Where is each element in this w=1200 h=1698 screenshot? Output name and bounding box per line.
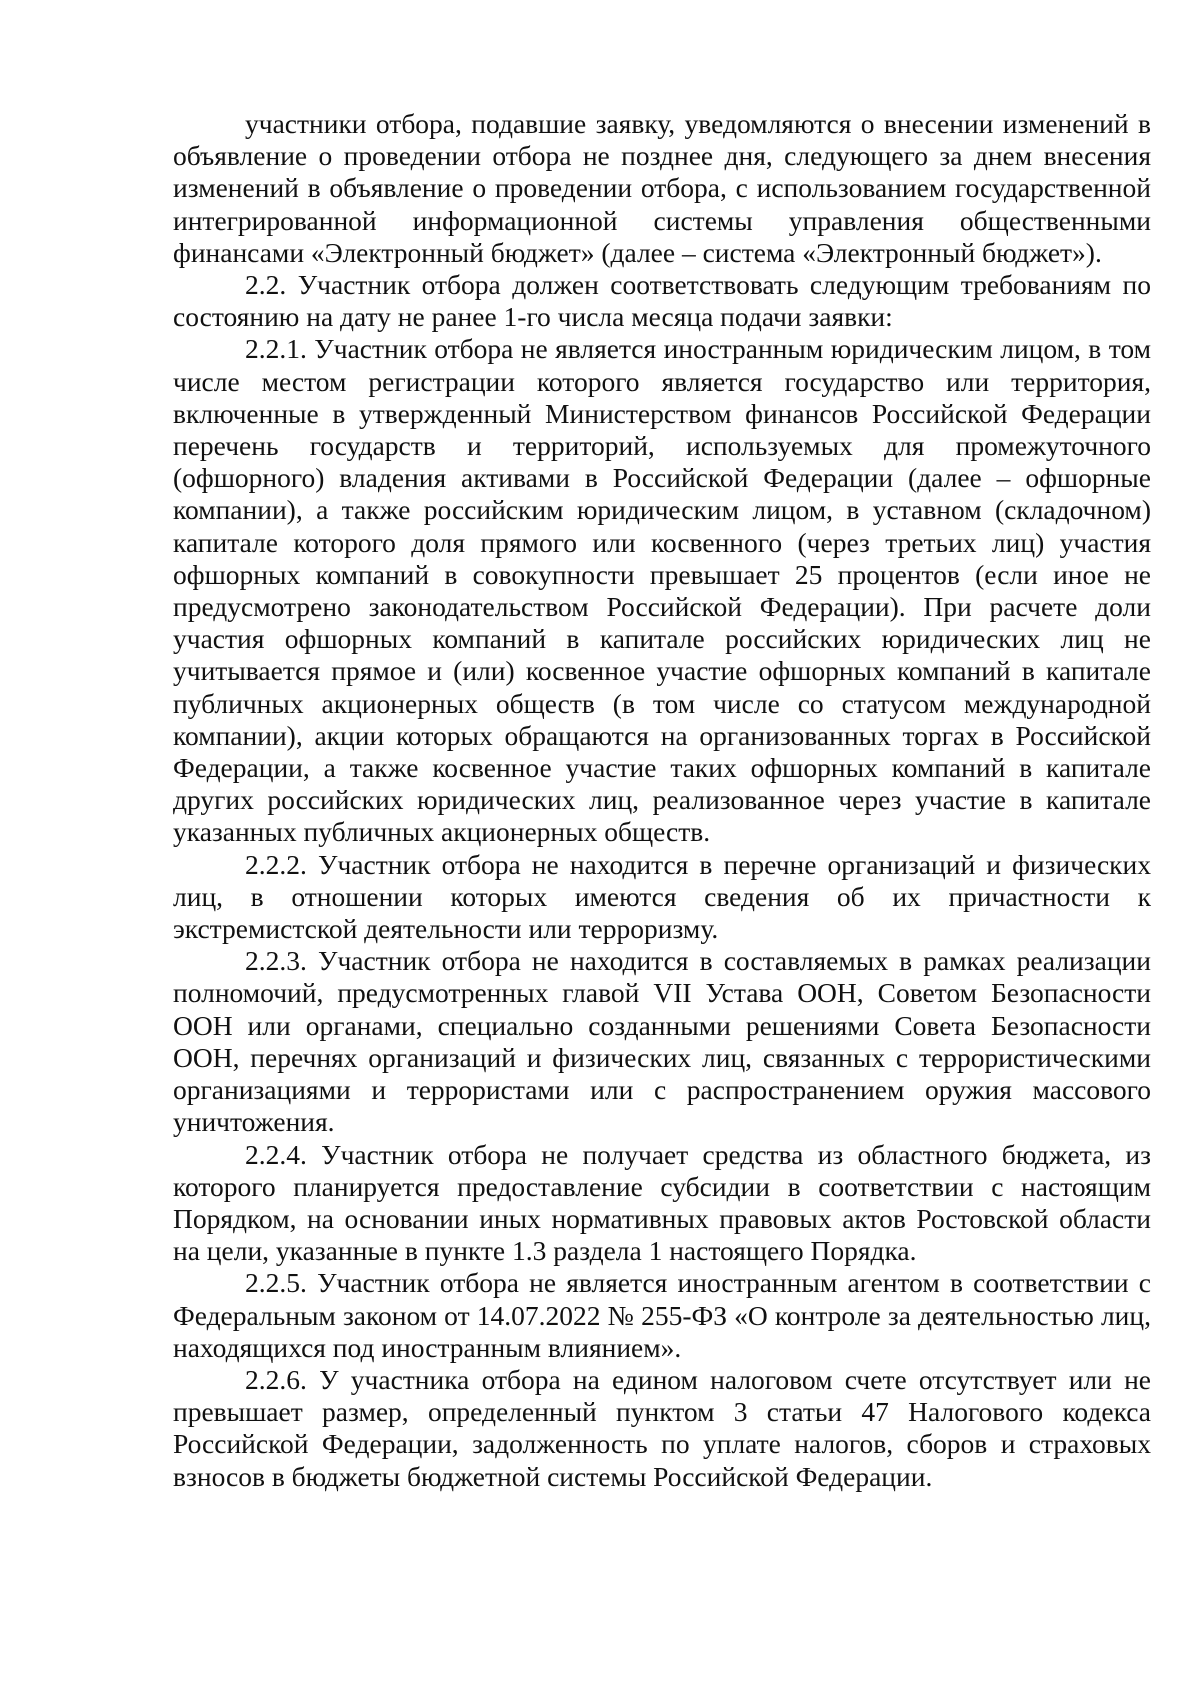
paragraph-2-2-6: 2.2.6. У участника отбора на едином налоговом счете отсутствует или не превышает размер, определенный пунктом 3 статьи 47 Налогового кодекса Российской Федерации, задолженность по уплате налогов, сборов и страховых взносов в бюджеты бюджетной системы Российской Федерации. [173, 1363, 1151, 1492]
paragraph-2-2-3: 2.2.3. Участник отбора не находится в составляемых в рамках реализации полномочий, предусмотренных главой VII Устава ООН, Советом Безопасности ООН или органами, специально созданными решениями Совета Безопасности ООН, перечнях организаций и физических лиц, связанных с террористическими организациями и террористами или с распространением оружия массового уничтожения. [173, 945, 1151, 1138]
paragraph-2-2-2: 2.2.2. Участник отбора не находится в перечне организаций и физических лиц, в отношении которых имеются сведения об их причастности к экстремистской деятельности или терроризму. [173, 848, 1151, 945]
paragraph-2-2-5: 2.2.5. Участник отбора не является иностранным агентом в соответствии с Федеральным законом от 14.07.2022 № 255-ФЗ «О контроле за деятельностью лиц, находящихся под иностранным влиянием». [173, 1267, 1151, 1363]
paragraph-2-2: 2.2. Участник отбора должен соответствовать следующим требованиям по состоянию на дату не ранее 1-го числа месяца подачи заявки: [173, 269, 1151, 333]
document-page [173, 108, 1151, 1493]
paragraph-2-2-4: 2.2.4. Участник отбора не получает средства из областного бюджета, из которого планируется предоставление субсидии в соответствии с настоящим Порядком, на основании иных нормативных правовых актов Ростовской области на цели, указанные в пункте 1.3 раздела 1 настоящего Порядка. [173, 1138, 1151, 1267]
paragraph-2-2-1: 2.2.1. Участник отбора не является иностранным юридическим лицом, в том числе местом регистрации которого является государство или территория, включенные в утвержденный Министерством финансов Российской Федерации перечень государств и территорий, используемых для промежуточного (офшорного) владения активами в Российской Федерации (далее – офшорные компании), а также российским юридическим лицом, в уставном (складочном) капитале которого доля прямого или косвенного (через третьих лиц) участия офшорных компаний в совокупности превышает 25 процентов (если иное не предусмотрено законодательством Российской Федерации). При расчете доли участия офшорных компаний в капитале российских юридических лиц не учитывается прямое и (или) косвенное участие офшорных компаний в капитале публичных акционерных обществ (в том числе со статусом международной компании), акции которых обращаются на организованных торгах в Российской Федерации, а также косвенное участие таких офшорных компаний в капитале других российских юридических лиц, реализованное через участие в капитале указанных публичных акционерных обществ. [173, 333, 1151, 848]
paragraph-continuation: участники отбора, подавшие заявку, уведомляются о внесении изменений в объявление о проведении отбора не позднее дня, следующего за днем внесения изменений в объявление о проведении отбора, с использованием государственной интегрированной информационной системы управления общественными финансами «Электронный бюджет» (далее – система «Электронный бюджет»). [173, 108, 1151, 268]
